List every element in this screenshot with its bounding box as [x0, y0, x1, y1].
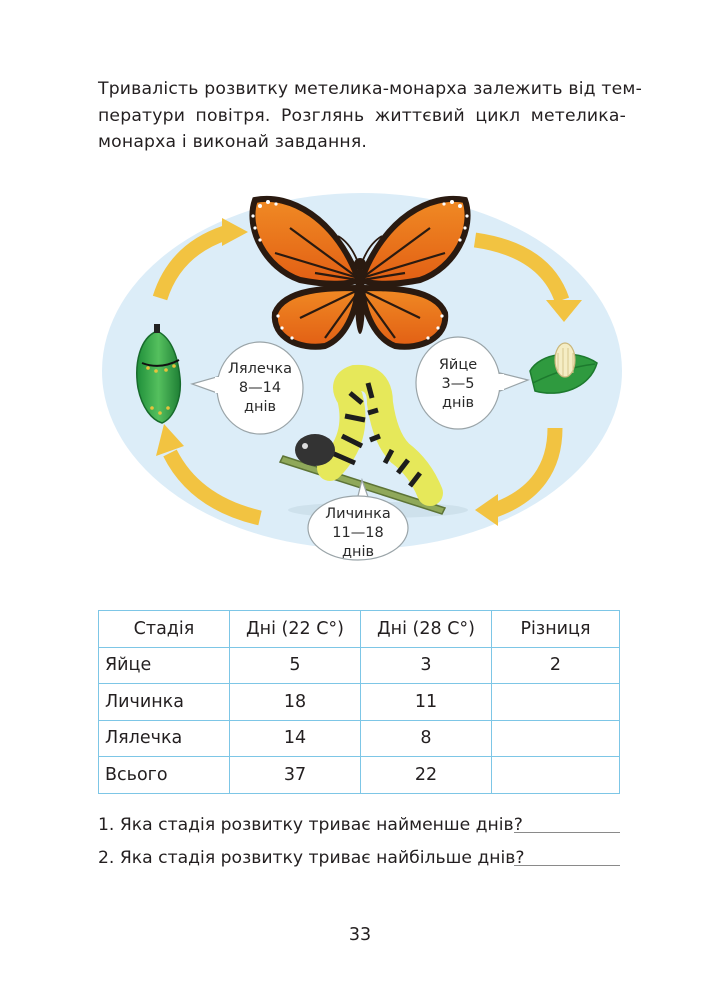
question-1: 1. Яка стадія розвитку триває найменше днів? [98, 815, 523, 835]
stage-cell: Всього [99, 757, 230, 794]
answer-line-2[interactable] [514, 865, 620, 866]
stage-unit: днів [341, 544, 375, 560]
difference-cell[interactable] [492, 684, 620, 721]
stage-range: 3—5 [441, 376, 475, 392]
stage-range: 11—18 [332, 525, 384, 541]
bubble-pupa-text [215, 360, 305, 417]
difference-cell[interactable]: 2 [492, 647, 620, 684]
header-difference: Різниця [492, 611, 620, 648]
days-22-cell: 5 [230, 647, 361, 684]
stage-unit: днів [243, 399, 277, 415]
days-28-cell: 22 [361, 757, 492, 794]
table-header-row [99, 611, 620, 648]
table-row [99, 757, 620, 794]
answer-line-1[interactable] [514, 832, 620, 833]
difference-cell[interactable] [492, 720, 620, 757]
header-stage: Стадія [99, 611, 230, 648]
stage-cell: Яйце [99, 647, 230, 684]
header-days-22: Дні (22 С°) [230, 611, 361, 648]
stage-name: Лялечка [227, 361, 293, 377]
stage-cell: Лялечка [99, 720, 230, 757]
stage-cell: Личинка [99, 684, 230, 721]
days-28-cell: 3 [361, 647, 492, 684]
table-row [99, 684, 620, 721]
page-number: 33 [348, 925, 372, 945]
stage-name: Личинка [325, 506, 391, 522]
stages-table [98, 610, 620, 794]
table-row [99, 647, 620, 684]
intro-line: монарха і виконай завдання. [98, 132, 368, 152]
bubble-larva-text [308, 505, 408, 562]
days-28-cell: 8 [361, 720, 492, 757]
intro-text [98, 76, 642, 156]
table-row [99, 720, 620, 757]
days-22-cell: 37 [230, 757, 361, 794]
intro-line: ператури повітря. Розглянь життєвий цикл метелика- [98, 105, 626, 126]
days-28-cell: 11 [361, 684, 492, 721]
stage-range: 8—14 [238, 380, 282, 396]
stage-name: Яйце [438, 357, 478, 373]
days-22-cell: 14 [230, 720, 361, 757]
difference-cell[interactable] [492, 757, 620, 794]
header-days-28: Дні (28 С°) [361, 611, 492, 648]
bubble-egg-text [416, 356, 500, 413]
question-2: 2. Яка стадія розвитку триває найбільше днів? [98, 848, 525, 868]
days-22-cell: 18 [230, 684, 361, 721]
intro-line: Тривалість розвитку метелика-монарха залежить від тем- [98, 79, 642, 99]
stage-unit: днів [441, 395, 475, 411]
